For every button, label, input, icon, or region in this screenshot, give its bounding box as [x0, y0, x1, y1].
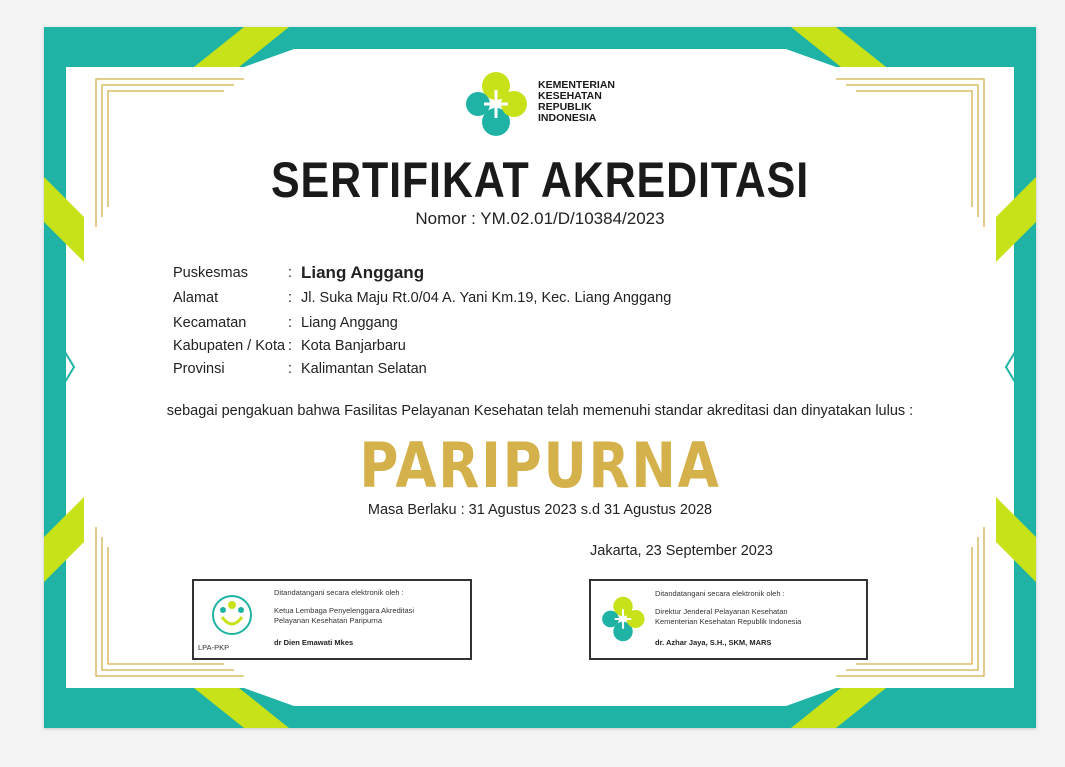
signer-role-line: Pelayanan Kesehatan Paripurna: [274, 616, 382, 625]
kecamatan-label: Kecamatan: [173, 315, 247, 331]
colon: :: [288, 290, 293, 306]
alamat-value: Jl. Suka Maju Rt.0/04 A. Yani Km.19, Kec. Liang Anggang: [301, 290, 672, 306]
signer-name: dr. Azhar Jaya, S.H., SKM, MARS: [655, 638, 772, 647]
colon: :: [288, 265, 293, 281]
lpa-pkp-logo-icon: [210, 593, 254, 637]
kemenkes-emblem-icon: [462, 68, 530, 140]
kemenkes-logo: [462, 68, 622, 140]
kabupaten-value: Kota Banjarbaru: [301, 338, 406, 354]
validity-period: Masa Berlaku : 31 Agustus 2023 s.d 31 Agustus 2028: [367, 502, 713, 518]
certificate-title: SERTIFIKAT AKREDITASI: [270, 152, 810, 208]
logo-line: KESEHATAN: [538, 90, 602, 102]
signer-role-line: Kementerian Kesehatan Republik Indonesia: [655, 617, 802, 626]
alamat-label: Alamat: [173, 290, 219, 306]
certificate: [44, 27, 1036, 728]
logo-line: INDONESIA: [538, 112, 597, 124]
kabupaten-label: Kabupaten / Kota: [173, 338, 286, 354]
kecamatan-value: Liang Anggang: [301, 315, 398, 331]
kemenkes-text: [538, 80, 615, 124]
provinsi-value: Kalimantan Selatan: [301, 361, 427, 377]
signer-role-line: Ketua Lembaga Penyelenggara Akreditasi: [274, 606, 415, 615]
signature-box-right: [589, 579, 868, 660]
kemenkes-emblem-icon: [599, 594, 647, 644]
colon: :: [288, 338, 293, 354]
lpa-pkp-caption: LPA-PKP: [198, 643, 230, 652]
colon: :: [288, 315, 293, 331]
place-date: Jakarta, 23 September 2023: [590, 543, 773, 559]
signature-box-left: [192, 579, 472, 660]
logo-line: REPUBLIK: [538, 101, 592, 113]
logo-line: KEMENTERIAN: [538, 79, 616, 91]
accreditation-status: PARIPURNA: [359, 429, 721, 502]
signer-name: dr Dien Emawati Mkes: [274, 638, 354, 647]
colon: :: [288, 361, 293, 377]
statement-text: sebagai pengakuan bahwa Fasilitas Pelayanan Kesehatan telah memenuhi standar akreditasi dan dinyatakan lulus :: [166, 403, 914, 419]
puskesmas-label: Puskesmas: [173, 265, 248, 281]
signer-role-line: Direktur Jenderal Pelayanan Kesehatan: [655, 607, 788, 616]
provinsi-label: Provinsi: [173, 361, 225, 377]
certificate-number: Nomor : YM.02.01/D/10384/2023: [415, 209, 665, 228]
signature-header: Ditandatangani secara elektronik oleh :: [274, 588, 404, 597]
puskesmas-value: Liang Anggang: [301, 263, 425, 282]
signature-header: Ditandatangani secara elektronik oleh :: [655, 589, 785, 598]
